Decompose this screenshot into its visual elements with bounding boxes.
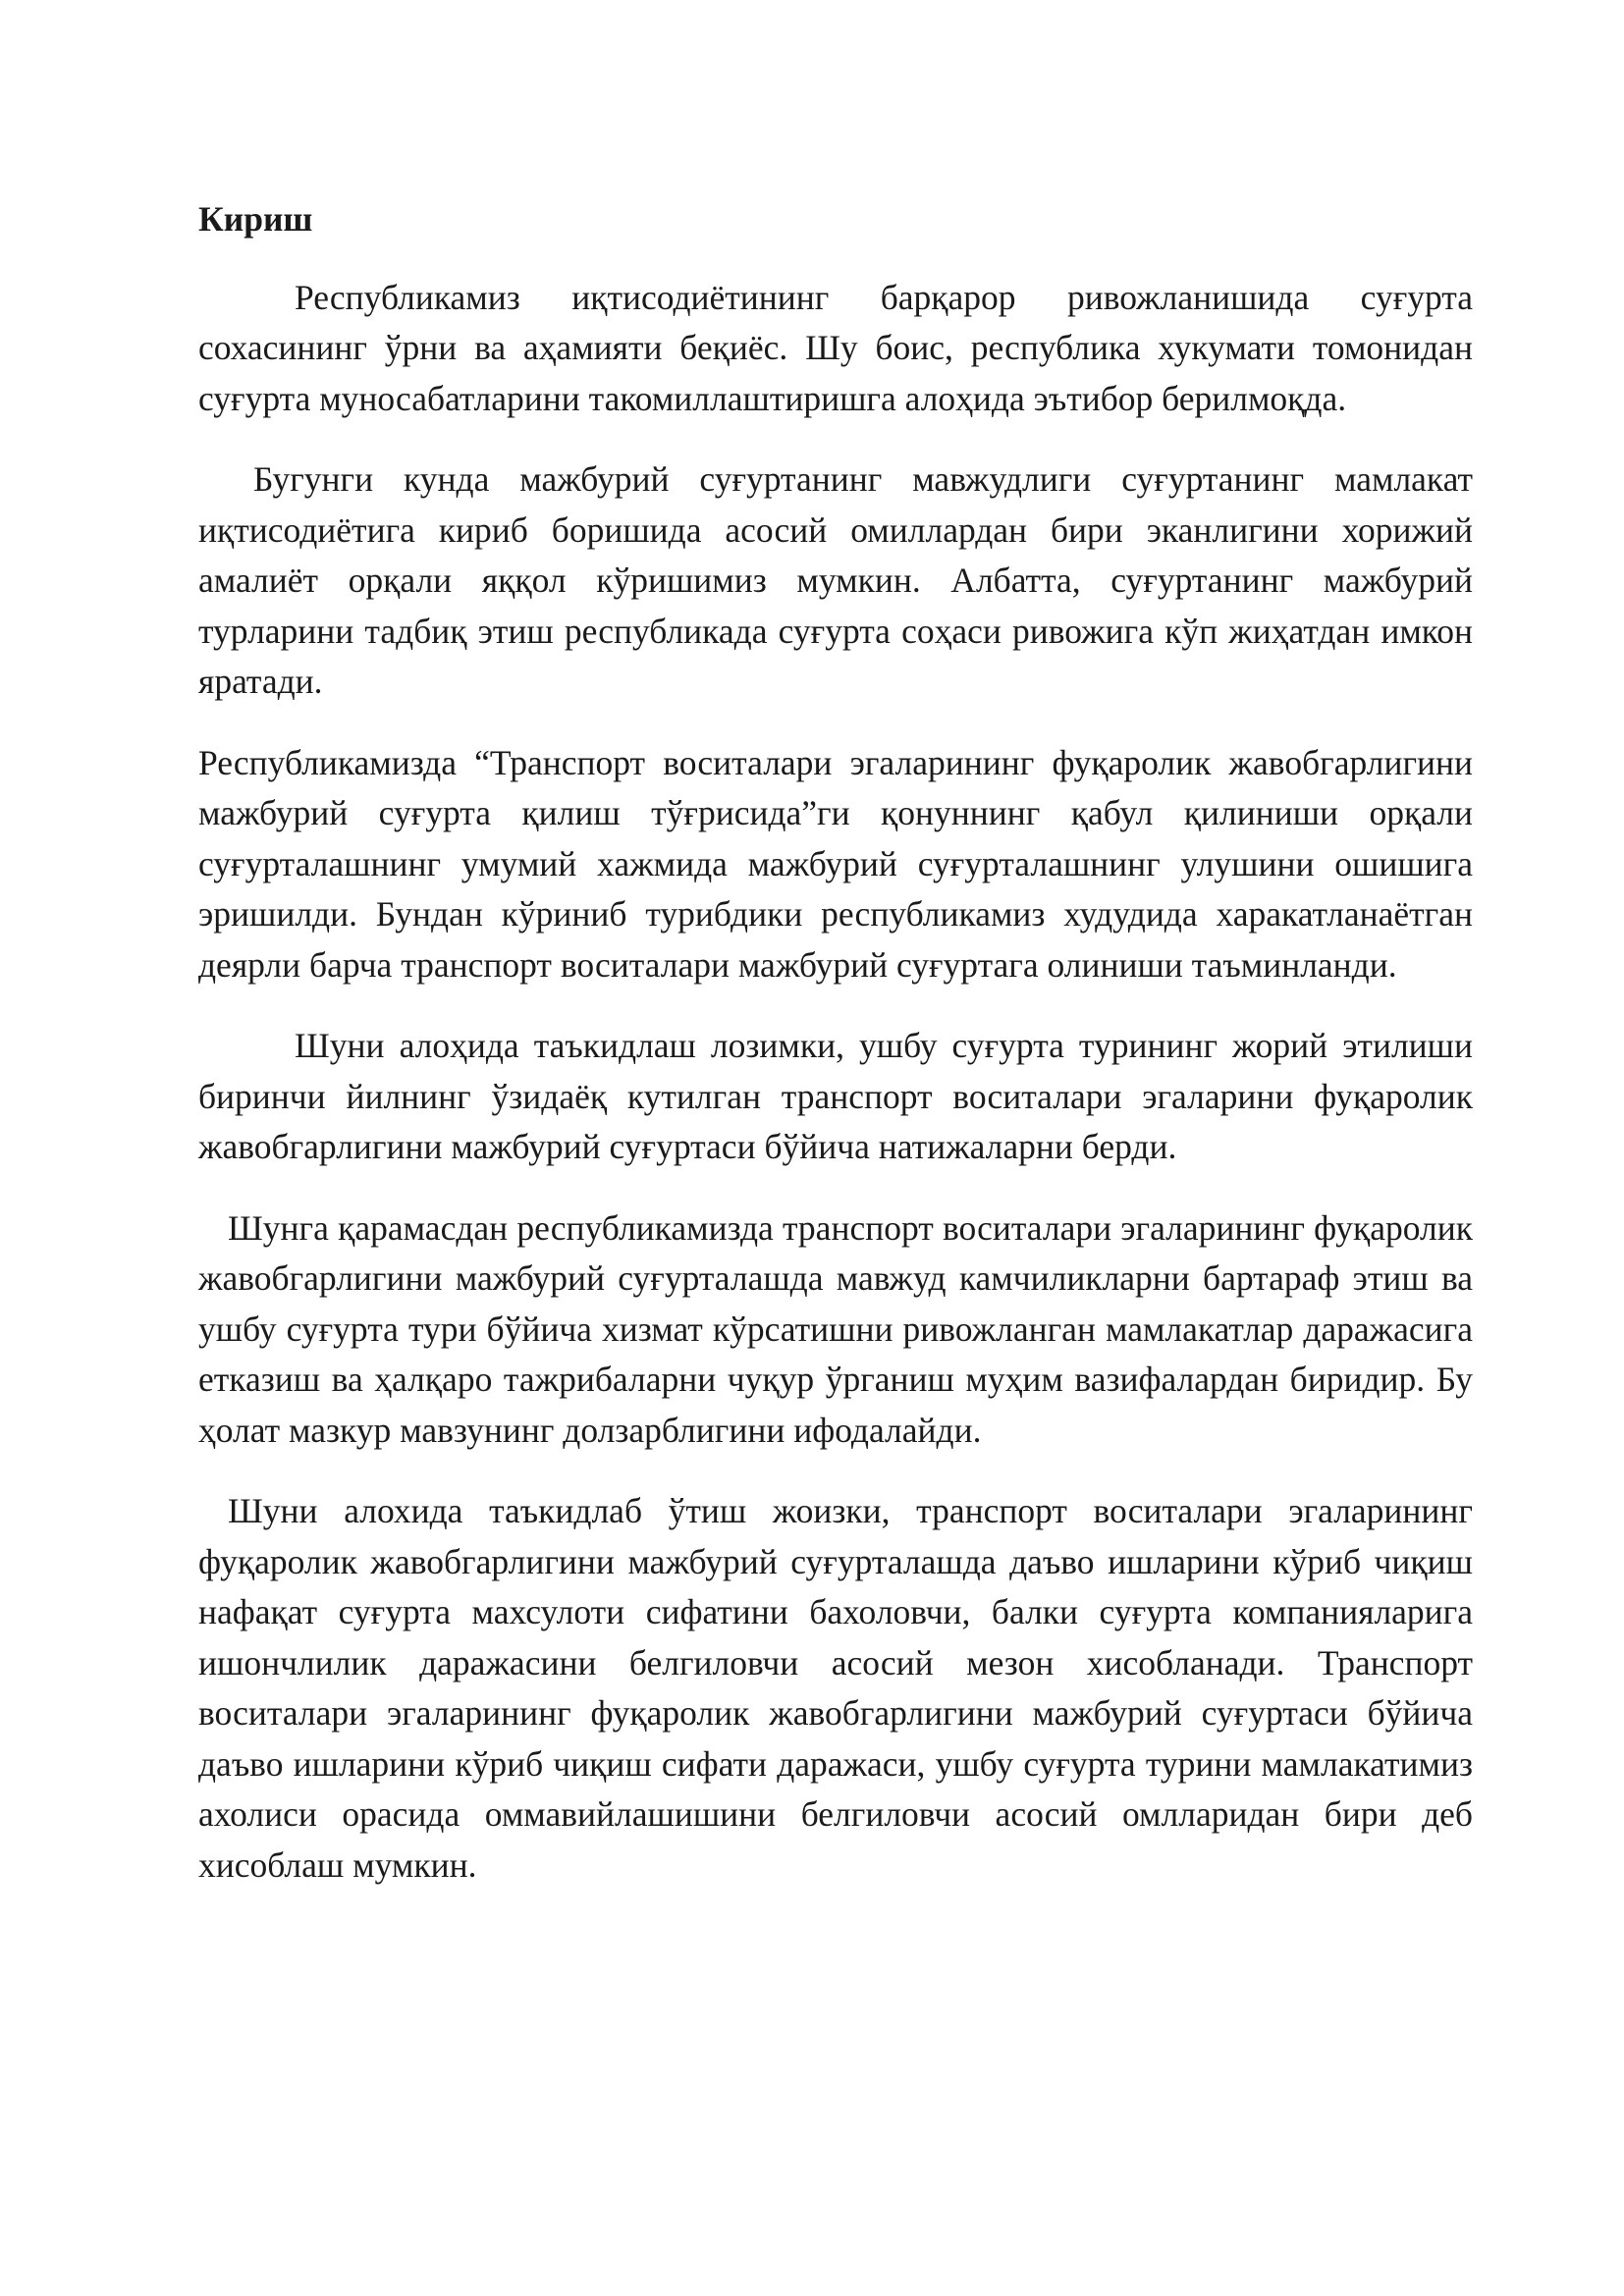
paragraph-4: Шуни алоҳида таъкидлаш лозимки, ушбу суғурта турининг жорий этилиши биринчи йилнинг ўзидаёқ кутилган транспорт воситалари эгаларини фуқаролик жавобгарлигини мажбурий суғуртаси бўйича натижаларни берди. [198, 1026, 1473, 1166]
paragraph-1: Республикамиз иқтисодиётининг барқарор ривожланишида суғурта сохасининг ўрни ва аҳамияти беқиёс. Шу боис, республика хукумати томонидан суғурта муносабатларини такомиллаштиришга алоҳида эътибор берилмоқда. [198, 277, 1473, 418]
document-body [198, 194, 1473, 1921]
paragraph-5: Шунга қарамасдан республикамизда транспорт воситалари эгаларининг фуқаролик жавобгарлигини мажбурий суғурталашда мавжуд камчиликларни бартараф этиш ва ушбу суғурта тури бўйича хизмат кўрсатишни ривожланган мамлакатлар даражасига етказиш ва ҳалқаро тажрибаларни чуқур ўрганиш муҳим вазифалардан биридир. Бу ҳолат мазкур мавзунинг долзарблигини ифодалайди. [198, 1207, 1473, 1450]
paragraph-6: Шуни алохида таъкидлаб ўтиш жоизки, транспорт воситалари эгаларининг фуқаролик жавобгарлигини мажбурий суғурталашда даъво ишларини кўриб чиқиш нафақат суғурта махсулоти сифатини бахоловчи, балки суғурта компанияларига ишончлилик даражасини белгиловчи асосий мезон хисобланади. Транспорт воситалари эгаларининг фуқаролик жавобгарлигини мажбурий суғуртаси бўйича даъво ишларини кўриб чиқиш сифати даражаси, ушбу суғурта турини мамлакатимиз ахолиси орасида оммавийлашишини белгиловчи асосий омлларидан бири деб хисоблаш мумкин. [198, 1491, 1473, 1885]
paragraph-2: Бугунги кунда мажбурий суғуртанинг мавжудлиги суғуртанинг мамлакат иқтисодиётига кириб боришида асосий омиллардан бири эканлигини хорижий амалиёт орқали яққол кўришимиз мумкин. Албатта, суғуртанинг мажбурий турларини тадбиқ этиш республикада суғурта соҳаси ривожига кўп жиҳатдан имкон яратади. [198, 459, 1473, 701]
section-heading: Кириш [198, 199, 313, 239]
paragraph-3: Республикамизда “Транспорт воситалари эгаларининг фуқаролик жавобгарлигини мажбурий суғурта қилиш тўғрисида”ги қонуннинг қабул қилиниши орқали суғурталашнинг умумий хажмида мажбурий суғурталашнинг улушини ошишига эришилди. Бундан кўриниб турибдики республикамиз худудида харакатланаётган деярли барча транспорт воситалари мажбурий суғуртага олиниши таъминланди. [198, 742, 1473, 985]
